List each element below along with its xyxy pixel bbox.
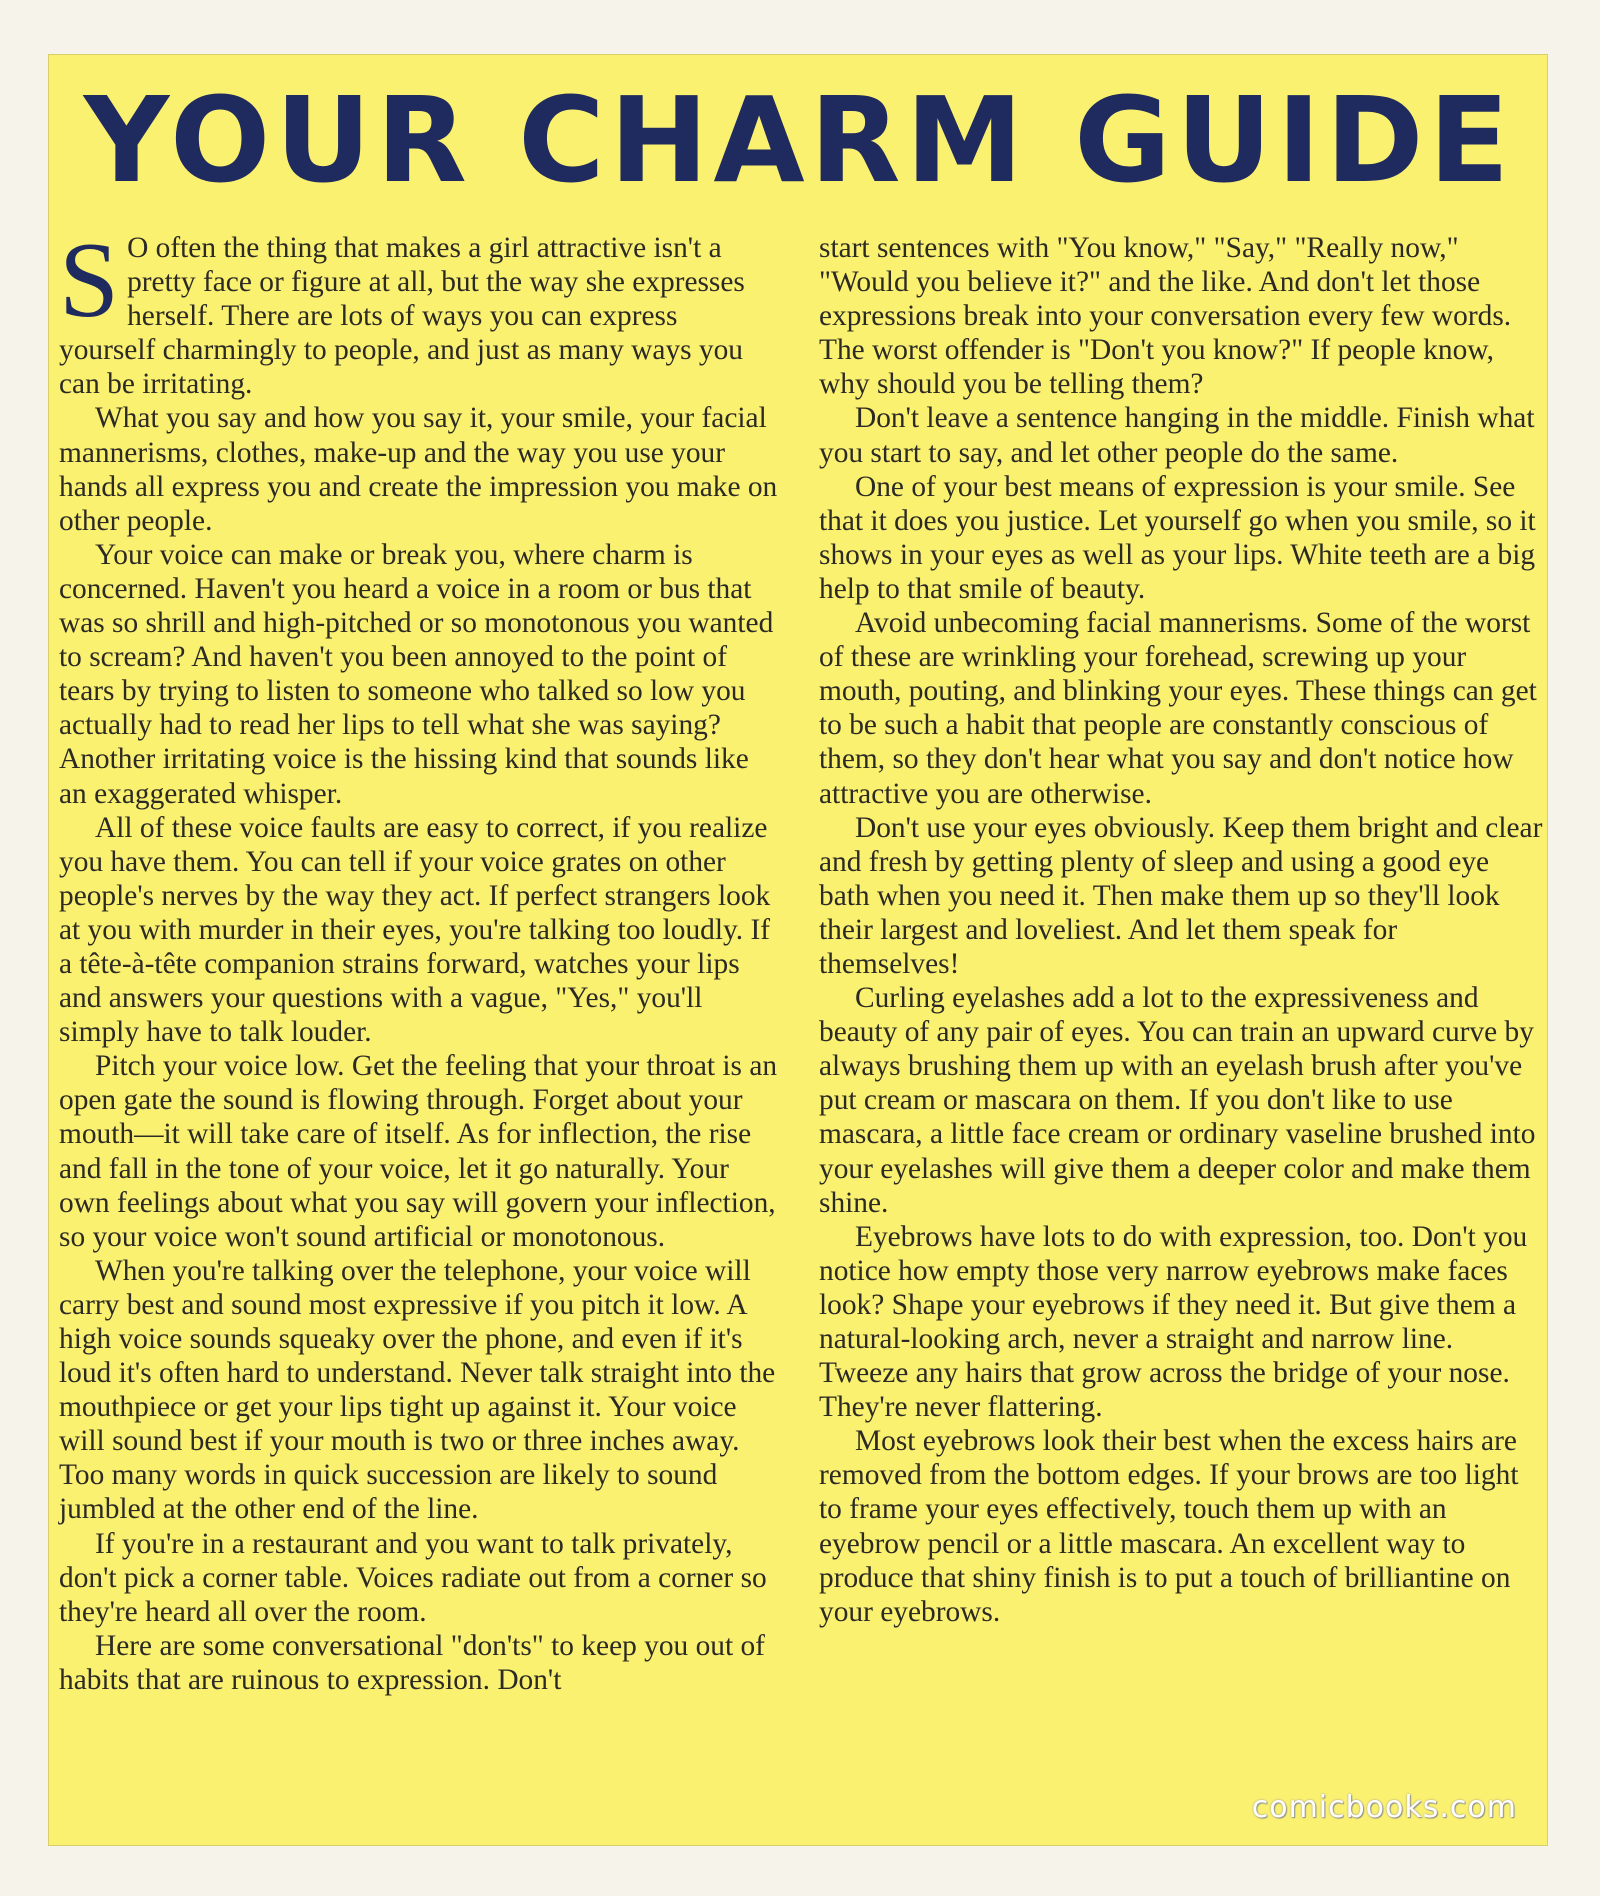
paragraph-text: O often the thing that makes a girl attractive isn't a pretty face or figure at all, but the way she expresses herself. There are lots of ways you can express yourself charmingly to people, and just as many ways you can be irritating. [59,232,745,401]
paragraph: Here are some conversational "don'ts" to keep you out of habits that are ruinous to expression. Don't [59,1629,765,1696]
paragraph: Avoid unbecoming facial mannerisms. Some of the worst of these are wrinkling your forehead, screwing up your mouth, pouting, and blinking your eyes. These things can get to be such a habit that people are constantly conscious of them, so they don't hear what you say and don't notice how attractive you are otherwise. [819,607,1537,810]
paragraph: If you're in a restaurant and you want to talk privately, don't pick a corner table. Voices radiate out from a corner so they're heard all over the room. [59,1527,767,1628]
paragraph: start sentences with "You know," "Say," "Really now," "Would you believe it?" and the like. And don't let those expressions break into your conversation every few words. The worst offender is "Don't you know?" If people know, why should you be telling them? [819,232,1512,401]
paragraph: Don't leave a sentence hanging in the middle. Finish what you start to say, and let other people do the same. [819,402,1535,469]
drop-cap: S [59,221,120,340]
paragraph: Pitch your voice low. Get the feeling that your throat is an open gate the sound is flowing through. Forget about your mouth—it will take care of itself. As for inflection, the rise and fall in the tone of your voice, let it go naturally. Your own feelings about what you say will govern your inflection, so your voice won't sound artificial or monotonous. [59,1050,778,1253]
paragraph: One of your best means of expression is your smile. See that it does you justice. Let yourself go when you smile, so it shows in your eyes as well as your lips. White teeth are a big help to that smile of beauty. [819,470,1536,605]
paragraph [59,221,779,401]
page-title: YOUR CHARM GUIDE [83,71,1515,209]
paragraph: Most eyebrows look their best when the excess hairs are removed from the bottom edges. If your brows are too light to frame your eyes effectively, touch them up with an eyebrow pencil or a little mascara. An excellent way to produce that shiny finish is to put a touch of brilliantine on your eyebrows. [819,1425,1519,1628]
watermark-logo: comicbooks.com [1251,1790,1517,1825]
paragraph: Don't use your eyes obviously. Keep them bright and clear and fresh by getting plenty of sleep and using a good eye bath when you need it. Then make them up so they'll look their largest and loveliest. And let them speak for themselves! [819,811,1543,980]
article-page [48,54,1548,1846]
paragraph: Curling eyelashes add a lot to the expressiveness and beauty of any pair of eyes. You can train an upward curve by always brushing them up with an eyelash brush after you've put cream or mascara on them. If you don't like to use mascara, a little face cream or ordinary vaseline brushed into your eyelashes will give them a deeper color and make them shine. [819,982,1536,1219]
paragraph: All of these voice faults are easy to correct, if you realize you have them. You can tell if your voice grates on other people's nerves by the way they act. If perfect strangers look at you with murder in their eyes, you're talking too loudly. If a tête-à-tête companion strains forward, watches your lips and answers your questions with a vague, "Yes," you'll simply have to talk louder. [59,811,771,1049]
paragraph: When you're talking over the telephone, your voice will carry best and sound most expressive if you pitch it low. A high voice sounds squeaky over the phone, and even if it's loud it's often hard to understand. Never talk straight into the mouthpiece or get your lips tight up against it. Your voice will sound best if your mouth is two or three inches away. Too many words in quick succession are likely to sound jumbled at the other end of the line. [59,1254,776,1526]
right-column [819,231,1544,1841]
paragraph: Eyebrows have lots to do with expression, too. Don't you notice how empty those very narrow eyebrows make faces look? Shape your eyebrows if they need it. But give them a natural-looking arch, never a straight and narrow line. Tweeze any hairs that grow across the bridge of your nose. They're never flattering. [819,1220,1528,1424]
paragraph: What you say and how you say it, your smile, your facial mannerisms, clothes, make-up and the way you use your hands all express you and create the impression you make on other people. [59,402,778,537]
left-column [59,221,779,1841]
paragraph: Your voice can make or break you, where charm is concerned. Haven't you heard a voice in a room or bus that was so shrill and high-pitched or so monotonous you wanted to scream? And haven't you been annoyed to the point of tears by trying to listen to someone who talked so low you actually had to read her lips to tell what she was saying? Another irritating voice is the hissing kind that sounds like an exaggerated whisper. [59,538,774,810]
